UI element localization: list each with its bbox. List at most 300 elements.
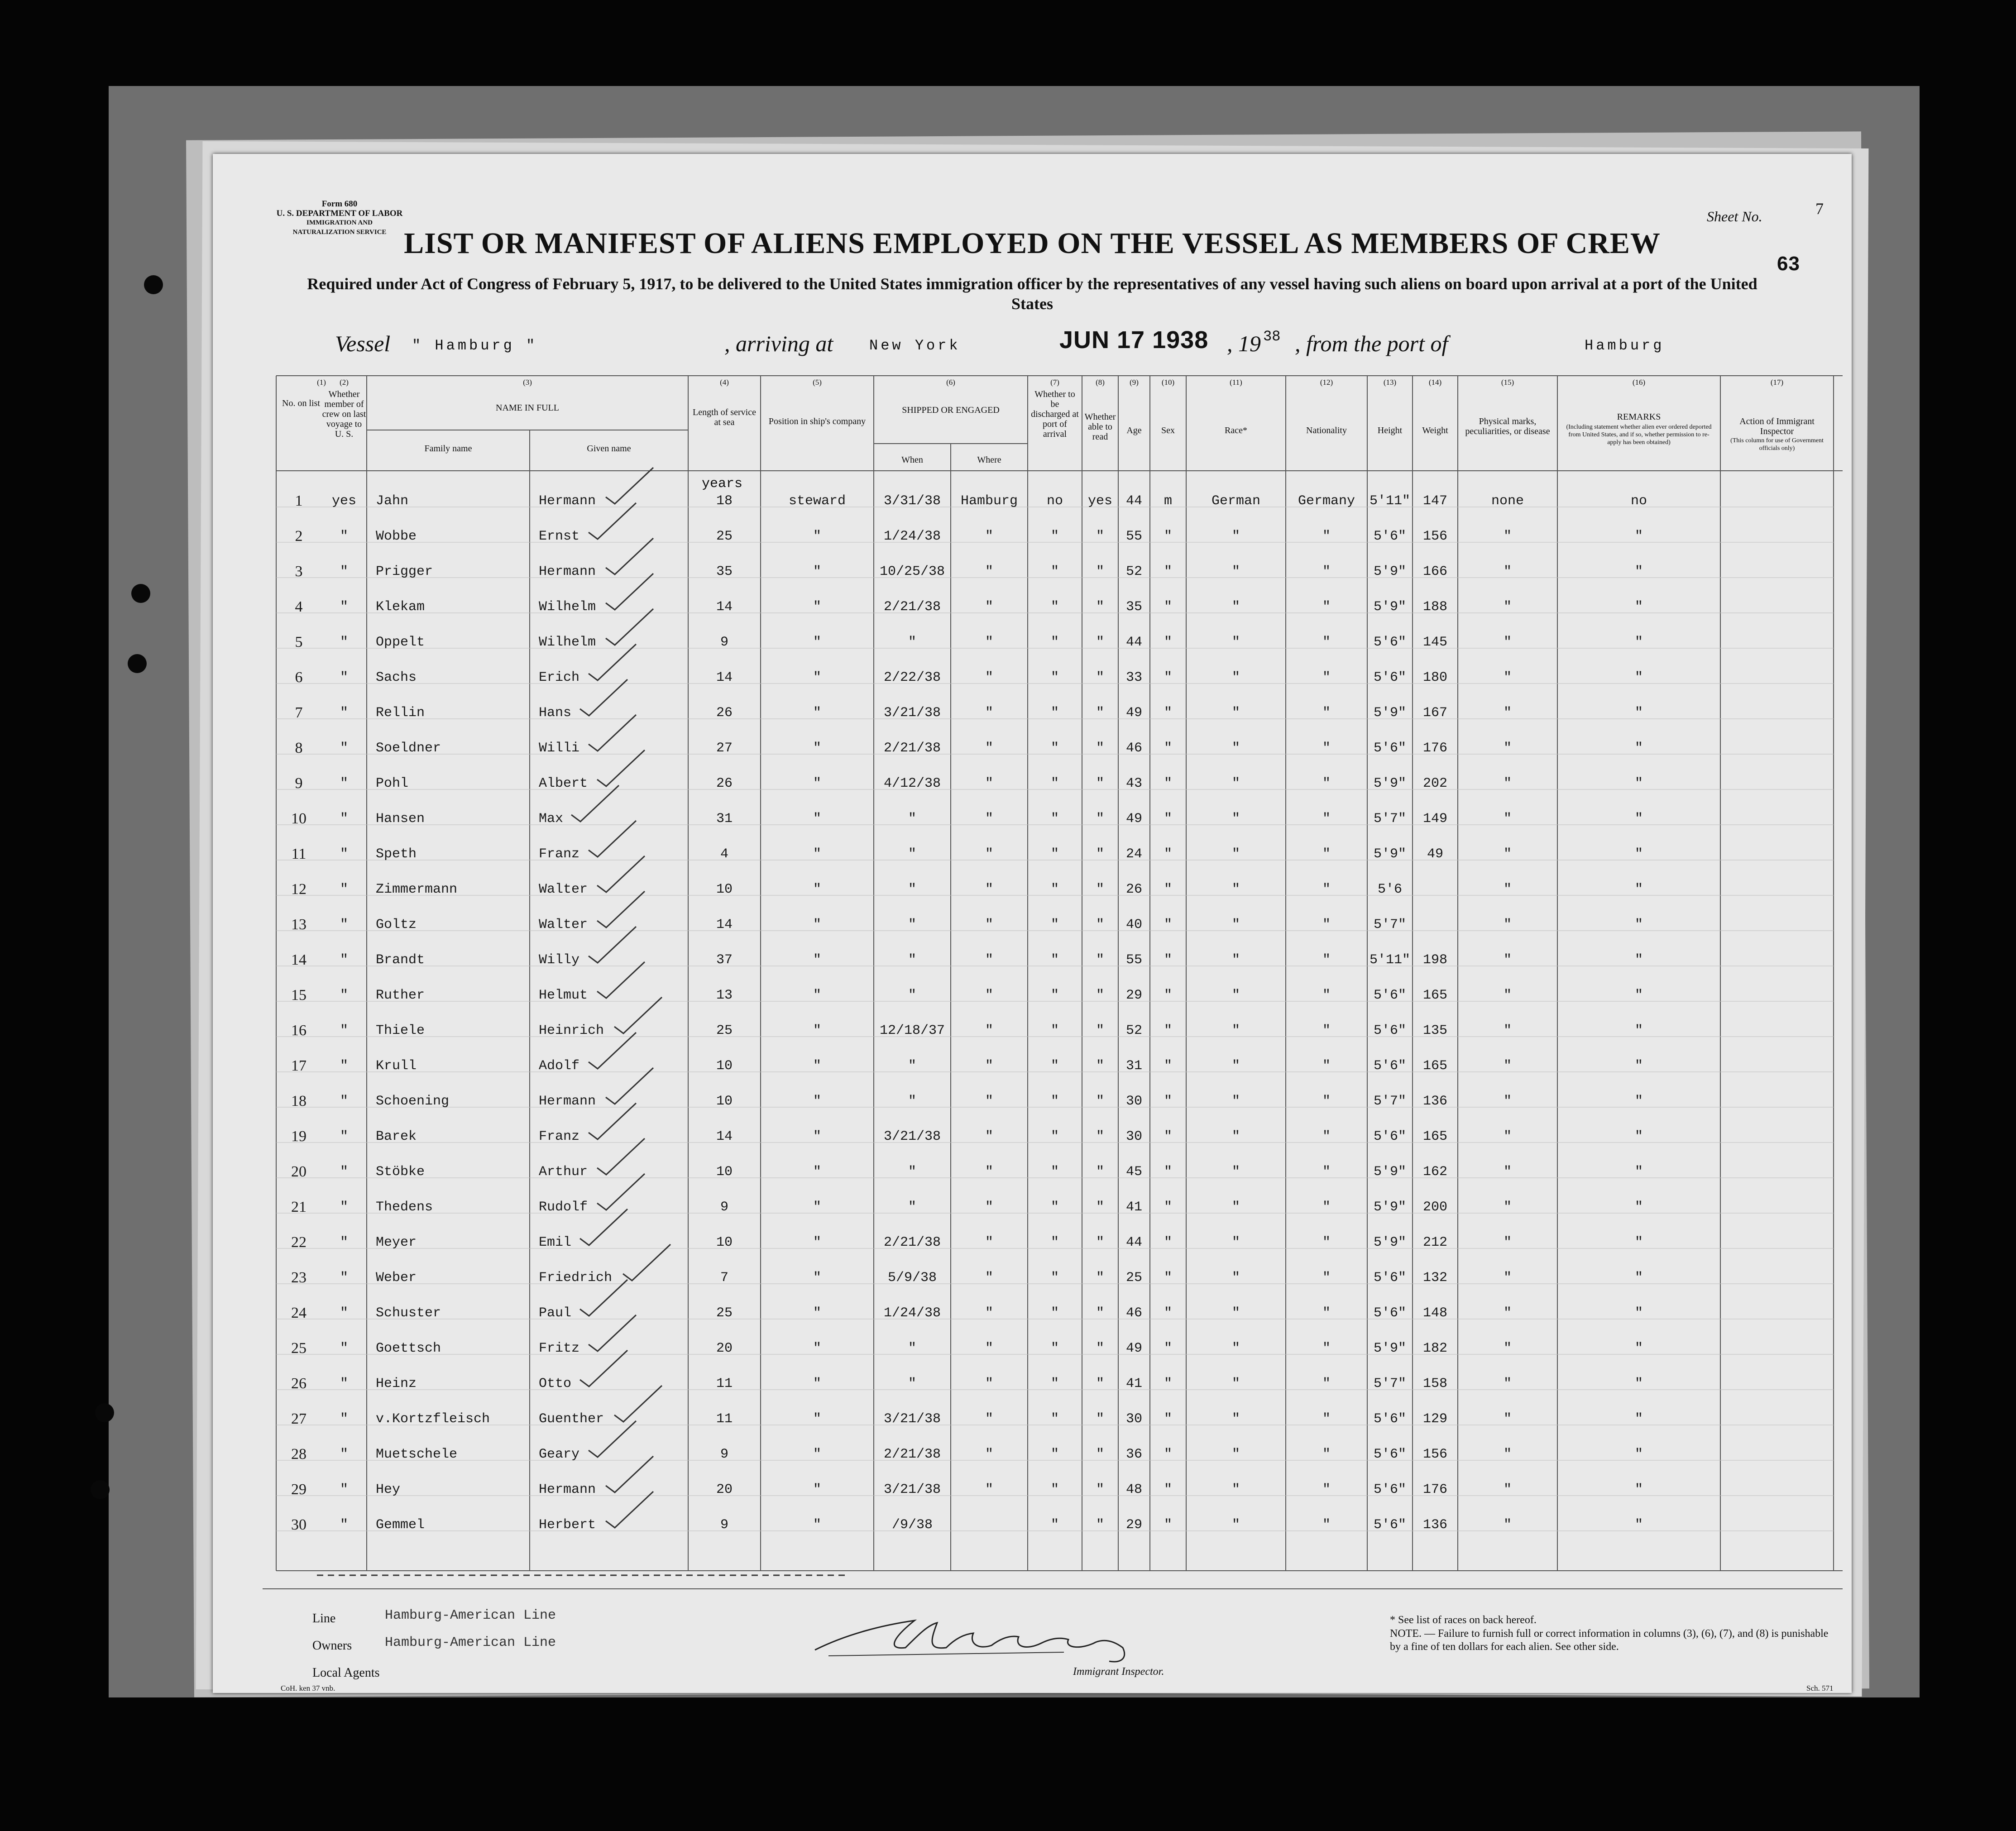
- length-of-service: 25: [716, 1305, 733, 1321]
- discharged: ": [1050, 1482, 1059, 1497]
- sex: ": [1164, 1129, 1172, 1144]
- col-family-name: Family name: [424, 444, 472, 454]
- weight: 148: [1422, 1305, 1447, 1321]
- discharged: ": [1050, 1200, 1059, 1215]
- previous-voyage: ": [340, 1058, 348, 1074]
- col-num: (8): [1096, 378, 1105, 387]
- shipped-when: ": [908, 882, 916, 897]
- able-to-read: ": [1096, 1058, 1104, 1074]
- given-name: Paul: [539, 1305, 572, 1321]
- race: ": [1231, 882, 1240, 897]
- shipped-when: ": [908, 952, 916, 968]
- row-number: 5: [295, 634, 303, 650]
- sex: ": [1164, 705, 1172, 721]
- sex: ": [1164, 741, 1172, 756]
- remarks: ": [1634, 529, 1643, 544]
- col-inspector-action: Action of Immigrant Inspector: [1739, 416, 1815, 436]
- check-mark-icon: [612, 1383, 666, 1424]
- sex: ": [1164, 1058, 1172, 1074]
- nationality: ": [1322, 811, 1331, 827]
- row-number: 14: [291, 951, 306, 968]
- length-of-service: 9: [720, 1517, 728, 1533]
- previous-voyage: ": [340, 1129, 348, 1144]
- physical-marks: ": [1503, 1164, 1512, 1180]
- race: ": [1231, 1305, 1240, 1321]
- position: steward: [788, 493, 846, 509]
- previous-voyage: yes: [331, 493, 356, 509]
- row-number: 17: [291, 1057, 306, 1074]
- age: 49: [1125, 811, 1142, 827]
- check-mark-icon: [612, 995, 666, 1036]
- race: ": [1231, 952, 1240, 968]
- family-name: Hey: [376, 1482, 401, 1497]
- able-to-read: ": [1096, 670, 1104, 685]
- weight: 135: [1422, 1023, 1447, 1038]
- shipped-where: ": [985, 1411, 993, 1427]
- discharged: ": [1050, 1517, 1059, 1533]
- age: 55: [1125, 952, 1142, 968]
- shipped-when: /9/38: [891, 1517, 933, 1533]
- height: 5'7": [1373, 917, 1406, 932]
- height: 5'7": [1373, 1376, 1406, 1391]
- given-name: Hans: [539, 705, 572, 721]
- previous-voyage: ": [340, 1482, 348, 1497]
- binder-hole: [131, 584, 150, 603]
- given-name: Geary: [539, 1447, 580, 1462]
- weight: [1413, 872, 1458, 907]
- table-row: [213, 1507, 1852, 1543]
- physical-marks: ": [1503, 1517, 1512, 1533]
- position: ": [813, 811, 821, 827]
- remarks: ": [1634, 988, 1643, 1003]
- nationality: ": [1322, 917, 1331, 932]
- family-name: Barek: [376, 1129, 417, 1144]
- table-row: [213, 766, 1852, 801]
- family-name: Jahn: [376, 493, 409, 509]
- check-mark-icon: [586, 712, 641, 753]
- weight: 49: [1427, 846, 1443, 862]
- remarks: ": [1634, 882, 1643, 897]
- shipped-where: ": [985, 882, 993, 897]
- shipped-when: ": [908, 917, 916, 932]
- table-row: [213, 1084, 1852, 1119]
- position: ": [813, 1058, 821, 1074]
- able-to-read: ": [1096, 599, 1104, 615]
- shipped-where: ": [985, 529, 993, 544]
- row-number: 21: [291, 1199, 306, 1215]
- check-mark-icon: [586, 924, 641, 965]
- discharged: ": [1050, 705, 1059, 721]
- remarks: ": [1634, 1235, 1643, 1250]
- age: 49: [1125, 1341, 1142, 1356]
- length-of-service: 25: [716, 529, 733, 544]
- shipped-where: ": [985, 952, 993, 968]
- shipped-where: ": [985, 564, 993, 579]
- row-number: 13: [291, 916, 306, 933]
- row-number: 8: [295, 740, 303, 756]
- able-to-read: yes: [1087, 493, 1112, 509]
- physical-marks: ": [1503, 670, 1512, 685]
- discharged: ": [1050, 1376, 1059, 1391]
- given-name: Willy: [539, 952, 580, 968]
- race-note: * See list of races on back hereof.: [1390, 1614, 1537, 1626]
- table-row: [213, 978, 1852, 1013]
- physical-marks: ": [1503, 1447, 1512, 1462]
- length-of-service: 11: [716, 1376, 733, 1391]
- position: ": [813, 741, 821, 756]
- col-weight: Weight: [1422, 425, 1448, 435]
- physical-marks: ": [1503, 1235, 1512, 1250]
- length-of-service: 13: [716, 988, 733, 1003]
- physical-marks: ": [1503, 988, 1512, 1003]
- able-to-read: ": [1096, 952, 1104, 968]
- discharged: ": [1050, 1164, 1059, 1180]
- previous-voyage: ": [340, 811, 348, 827]
- able-to-read: ": [1096, 1235, 1104, 1250]
- shipped-when: 1/24/38: [883, 529, 941, 544]
- position: ": [813, 1200, 821, 1215]
- nationality: ": [1322, 1023, 1331, 1038]
- position: ": [813, 1129, 821, 1144]
- table-row: [213, 872, 1852, 907]
- shipped-when: ": [908, 1376, 916, 1391]
- given-name: Wilhelm: [539, 599, 596, 615]
- previous-voyage: ": [340, 1023, 348, 1038]
- note-label: NOTE.: [1390, 1628, 1422, 1640]
- shipped-where: ": [985, 1129, 993, 1144]
- physical-marks: ": [1503, 882, 1512, 897]
- height: 5'6": [1373, 988, 1406, 1003]
- age: 30: [1125, 1129, 1142, 1144]
- position: ": [813, 670, 821, 685]
- remarks: ": [1634, 811, 1643, 827]
- nationality: ": [1322, 882, 1331, 897]
- sex: ": [1164, 882, 1172, 897]
- row-number: 20: [291, 1163, 306, 1180]
- physical-marks: ": [1503, 811, 1512, 827]
- remarks: ": [1634, 670, 1643, 685]
- check-mark-icon: [586, 1419, 641, 1459]
- position: ": [813, 846, 821, 862]
- race: ": [1231, 776, 1240, 791]
- table-row: [213, 1225, 1852, 1260]
- family-name: Oppelt: [376, 635, 425, 650]
- shipped-when: ": [908, 635, 916, 650]
- family-name: Speth: [376, 846, 417, 862]
- family-name: Zimmermann: [376, 882, 458, 897]
- previous-voyage: ": [340, 917, 348, 932]
- family-name: Goltz: [376, 917, 417, 932]
- discharged: ": [1050, 529, 1059, 544]
- physical-marks: ": [1503, 1305, 1512, 1321]
- col-remarks: REMARKS: [1617, 412, 1661, 422]
- able-to-read: ": [1096, 776, 1104, 791]
- race: ": [1231, 846, 1240, 862]
- race: ": [1231, 1094, 1240, 1109]
- remarks: ": [1634, 705, 1643, 721]
- sex: ": [1164, 1482, 1172, 1497]
- height: 5'9": [1373, 599, 1406, 615]
- weight: 165: [1422, 988, 1447, 1003]
- row-number: 23: [291, 1269, 306, 1286]
- nationality: ": [1322, 988, 1331, 1003]
- previous-voyage: ": [340, 635, 348, 650]
- previous-voyage: ": [340, 1200, 348, 1215]
- shipped-when: 2/21/38: [883, 741, 941, 756]
- previous-voyage: ": [340, 670, 348, 685]
- year-prefix: , 19: [1227, 331, 1261, 356]
- race: ": [1231, 1023, 1240, 1038]
- able-to-read: ": [1096, 1200, 1104, 1215]
- col-position: Position in ship's company: [768, 416, 866, 426]
- given-name: Walter: [539, 917, 588, 932]
- length-of-service: 10: [716, 1058, 733, 1074]
- previous-voyage: ": [340, 564, 348, 579]
- row-number: 10: [291, 810, 306, 827]
- shipped-where: ": [985, 599, 993, 615]
- row-number: 12: [291, 881, 306, 898]
- sheet-number-label: Sheet No.: [1707, 208, 1762, 225]
- length-of-service: 7: [720, 1270, 728, 1286]
- sex: ": [1164, 670, 1172, 685]
- sex: ": [1164, 564, 1172, 579]
- position: ": [813, 529, 821, 544]
- able-to-read: ": [1096, 1023, 1104, 1038]
- weight: [1413, 907, 1458, 942]
- age: 35: [1125, 599, 1142, 615]
- fine-note: [1390, 1627, 1834, 1654]
- binder-hole: [95, 1403, 114, 1422]
- able-to-read: ": [1096, 1270, 1104, 1286]
- given-name: Ernst: [539, 529, 580, 544]
- nationality: ": [1322, 599, 1331, 615]
- given-name: Willi: [539, 741, 580, 756]
- arrival-date-stamp: JUN 17 1938: [1059, 326, 1209, 354]
- row-number: 22: [291, 1234, 306, 1251]
- shipped-where: ": [985, 1341, 993, 1356]
- given-name: Franz: [539, 846, 580, 862]
- remarks: ": [1634, 1517, 1643, 1533]
- col-num: (10): [1161, 378, 1175, 387]
- able-to-read: ": [1096, 846, 1104, 862]
- physical-marks: ": [1503, 705, 1512, 721]
- remarks: ": [1634, 1376, 1643, 1391]
- remarks: ": [1634, 1305, 1643, 1321]
- shipped-when: 12/18/37: [879, 1023, 945, 1038]
- table-row: [213, 483, 1852, 519]
- shipped-where: ": [985, 1200, 993, 1215]
- shipped-when: 2/21/38: [883, 599, 941, 615]
- previous-voyage: ": [340, 741, 348, 756]
- shipped-where: ": [985, 1235, 993, 1250]
- race: ": [1231, 1447, 1240, 1462]
- table-row: [213, 1190, 1852, 1225]
- given-name: Franz: [539, 1129, 580, 1144]
- shipped-where: ": [985, 741, 993, 756]
- discharged: ": [1050, 1235, 1059, 1250]
- shipped-where: ": [985, 1376, 993, 1391]
- height: 5'11": [1369, 493, 1410, 509]
- race: ": [1231, 1270, 1240, 1286]
- shipped-when: ": [908, 1200, 916, 1215]
- check-mark-icon: [603, 536, 658, 577]
- check-mark-icon: [578, 677, 632, 718]
- remarks: ": [1634, 1129, 1643, 1144]
- previous-voyage: ": [340, 1411, 348, 1427]
- remarks: ": [1634, 1058, 1643, 1074]
- sex: ": [1164, 1270, 1172, 1286]
- table-row: [213, 1154, 1852, 1190]
- age: 25: [1125, 1270, 1142, 1286]
- family-name: Muetschele: [376, 1447, 458, 1462]
- shipped-where: ": [985, 811, 993, 827]
- age: 52: [1125, 564, 1142, 579]
- check-mark-icon: [603, 571, 658, 612]
- nationality: ": [1322, 1094, 1331, 1109]
- check-mark-icon: [586, 1313, 641, 1353]
- row-number: 19: [291, 1128, 306, 1145]
- col-age: Age: [1126, 425, 1142, 435]
- position: ": [813, 1341, 821, 1356]
- nationality: ": [1322, 1517, 1331, 1533]
- col-num: (16): [1632, 378, 1646, 387]
- table-row: [213, 1366, 1852, 1401]
- shipped-when: ": [908, 1164, 916, 1180]
- position: ": [813, 635, 821, 650]
- table-row: [213, 625, 1852, 660]
- note-text: — Failure to furnish full or correct information in columns (3), (6), (7), and (8) is punishable by a fine of ten dollars for each alien. See other side.: [1390, 1628, 1829, 1653]
- nationality: ": [1322, 1376, 1331, 1391]
- previous-voyage: ": [340, 705, 348, 721]
- col-sex: Sex: [1161, 425, 1175, 435]
- sex: ": [1164, 1411, 1172, 1427]
- discharged: ": [1050, 846, 1059, 862]
- check-mark-icon: [595, 1171, 649, 1212]
- shipped-where: ": [985, 705, 993, 721]
- weight: 188: [1422, 599, 1447, 615]
- remarks: no: [1630, 493, 1647, 509]
- line-value: Hamburg-American Line: [385, 1608, 556, 1623]
- check-mark-icon: [595, 854, 649, 894]
- discharged: ": [1050, 988, 1059, 1003]
- col-physical-marks: Physical marks, peculiarities, or disease: [1465, 416, 1550, 436]
- age: 29: [1125, 988, 1142, 1003]
- discharged: ": [1050, 1447, 1059, 1462]
- position: ": [813, 1411, 821, 1427]
- position: ": [813, 1517, 821, 1533]
- shipped-where: ": [985, 1270, 993, 1286]
- discharged: ": [1050, 564, 1059, 579]
- shipped-where: ": [985, 917, 993, 932]
- from-port: Hamburg: [1585, 337, 1665, 354]
- remarks: ": [1634, 917, 1643, 932]
- height: 5'9": [1373, 1341, 1406, 1356]
- nationality: ": [1322, 1200, 1331, 1215]
- previous-voyage: ": [340, 529, 348, 544]
- discharged: ": [1050, 1411, 1059, 1427]
- family-name: Ruther: [376, 988, 425, 1003]
- given-name: Walter: [539, 882, 588, 897]
- physical-marks: ": [1503, 776, 1512, 791]
- remarks: ": [1634, 564, 1643, 579]
- age: 44: [1125, 635, 1142, 650]
- given-name: Emil: [539, 1235, 572, 1250]
- given-name: Max: [539, 811, 564, 827]
- previous-voyage: ": [340, 1235, 348, 1250]
- length-of-service: 18: [716, 493, 733, 509]
- owners-value: Hamburg-American Line: [385, 1635, 556, 1650]
- length-of-service: 10: [716, 1164, 733, 1180]
- family-name: v.Kortzfleisch: [376, 1411, 490, 1427]
- able-to-read: ": [1096, 1129, 1104, 1144]
- row-number: 9: [295, 775, 303, 792]
- physical-marks: ": [1503, 1411, 1512, 1427]
- col-num: (13): [1383, 378, 1397, 387]
- shipped-where: ": [985, 846, 993, 862]
- previous-voyage: ": [340, 1341, 348, 1356]
- sex: ": [1164, 635, 1172, 650]
- shipped-where: [951, 1507, 1028, 1543]
- height: 5'9": [1373, 564, 1406, 579]
- height: 5'6": [1373, 635, 1406, 650]
- family-name: Heinz: [376, 1376, 417, 1391]
- table-row: [213, 1472, 1852, 1507]
- given-name: Guenther: [539, 1411, 604, 1427]
- check-mark-icon: [586, 501, 641, 541]
- discharged: ": [1050, 917, 1059, 932]
- race: ": [1231, 1341, 1240, 1356]
- sex: ": [1164, 811, 1172, 827]
- shipped-when: 3/21/38: [883, 1482, 941, 1497]
- physical-marks: ": [1503, 1094, 1512, 1109]
- family-name: Rellin: [376, 705, 425, 721]
- weight: 156: [1422, 529, 1447, 544]
- physical-marks: ": [1503, 1058, 1512, 1074]
- check-mark-icon: [586, 642, 641, 683]
- shipped-where: ": [985, 670, 993, 685]
- able-to-read: ": [1096, 564, 1104, 579]
- weight: 180: [1422, 670, 1447, 685]
- col-discharged: Whether to be discharged at port of arrival: [1031, 389, 1079, 439]
- race: ": [1231, 988, 1240, 1003]
- able-to-read: ": [1096, 1411, 1104, 1427]
- shipped-when: 2/21/38: [883, 1447, 941, 1462]
- row-number: 15: [291, 987, 306, 1004]
- discharged: ": [1050, 1023, 1059, 1038]
- col-num: (17): [1770, 378, 1784, 387]
- weight: 165: [1422, 1129, 1447, 1144]
- family-name: Soeldner: [376, 741, 441, 756]
- race: ": [1231, 670, 1240, 685]
- table-row: [213, 660, 1852, 695]
- discharged: ": [1050, 1341, 1059, 1356]
- remarks: ": [1634, 1341, 1643, 1356]
- remarks: ": [1634, 952, 1643, 968]
- length-of-service: 10: [716, 882, 733, 897]
- shipped-when: ": [908, 1341, 916, 1356]
- age: 33: [1125, 670, 1142, 685]
- weight: 166: [1422, 564, 1447, 579]
- table-row: [213, 519, 1852, 554]
- discharged: ": [1050, 1305, 1059, 1321]
- shipped-when: 5/9/38: [887, 1270, 937, 1286]
- race: ": [1231, 635, 1240, 650]
- shipped-when: 3/31/38: [883, 493, 941, 509]
- check-mark-icon: [569, 783, 623, 824]
- family-name: Brandt: [376, 952, 425, 968]
- remarks: ": [1634, 635, 1643, 650]
- nationality: ": [1322, 564, 1331, 579]
